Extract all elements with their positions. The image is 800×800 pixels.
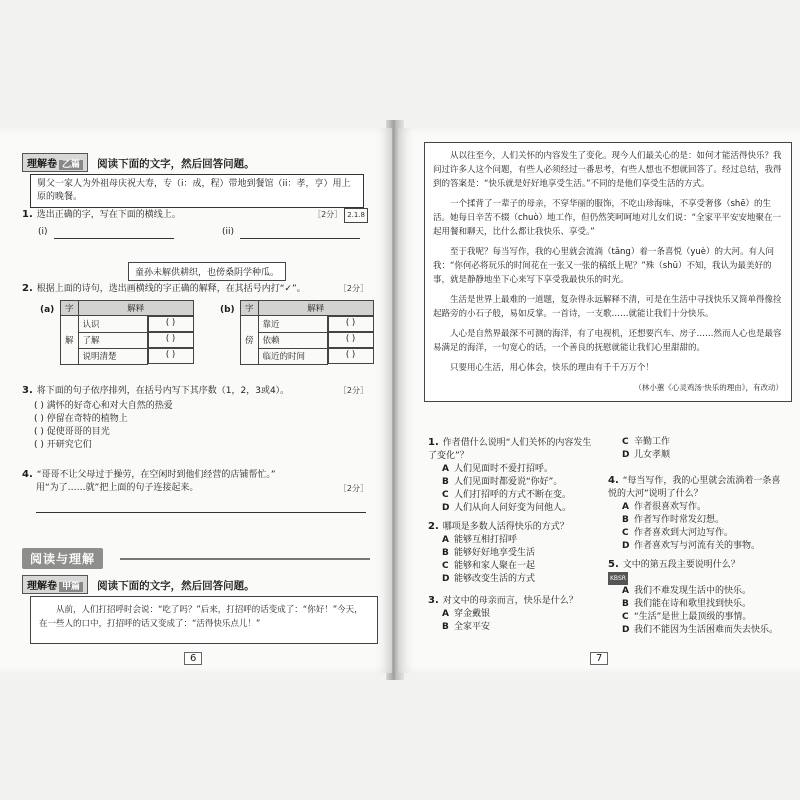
question-5: 5. 文中的第五段主要说明什么？ KBSR A 我们不难发现生活中的快乐。 B 我们能在诗和歌里找到快乐。 C “生活”是世上最顶级的事情。 D 我们不能因为生活困难而失去快乐。: [608, 558, 788, 637]
paragraph: 至于我呢？每当写作，我的心里就会流淌（tǎng）着一条喜悦（yuè）的大河。有人问我：“你何必将玩乐的时间花在一张又一张的稿纸上呢？”殊（shū）不知，我认为最美好的事，就是静静地坐下心来写下享受我最快乐的时光。: [433, 247, 774, 285]
answer-paren[interactable]: ( ): [328, 348, 374, 364]
paragraph: 从以往至今，人们关怀的内容发生了变化。现今人们最关心的是：如何才能活得快乐？我问过许多人这个问题，有些人必须经过一番思考，有些人想也不想就回答了。经过总结，我得到的答案是：“快乐就是好好地享受生活。”不同的是他们享受生活的方式。: [433, 151, 782, 189]
definition-table-b: 字 解释 傍 靠近 ( ) 依赖 ( ) 临近的时间 ( ): [240, 300, 374, 365]
option[interactable]: D 人们从向人问好变为问他人。: [442, 503, 572, 513]
intro-box: 舅父一家人为外祖母庆祝大寿，专（i：成，程）带地到餐馆（ii：孝，亨）用上原的晚餐。: [30, 174, 364, 208]
order-item[interactable]: ( ) 促使哥哥的目光: [34, 427, 110, 437]
option[interactable]: C 人们打招呼的方式不断在变。: [442, 490, 572, 500]
option[interactable]: D 作者喜欢写与河流有关的事物。: [622, 541, 761, 551]
option[interactable]: A 作者很喜欢写作。: [622, 502, 707, 512]
option[interactable]: B 我们能在诗和歌里找到快乐。: [622, 599, 752, 609]
instruction-text: 阅读下面的文字，然后回答问题。: [97, 158, 255, 170]
answer-paren[interactable]: ( ): [328, 316, 374, 332]
answer-paren[interactable]: ( ): [148, 316, 194, 332]
option[interactable]: A 能够互相打招呼: [442, 535, 518, 545]
option[interactable]: B 能够好好地享受生活: [442, 548, 536, 558]
option[interactable]: B 人们见面时都爱说“你好”。: [442, 477, 563, 487]
section-header-yi: [22, 152, 255, 172]
page-number: 7: [590, 652, 608, 665]
paragraph: 一个揉背了一辈子的母亲，不穿华丽的服饰，不吃山珍海味，不享受奢侈（shē）的生活。她每日辛苦不辍（chuò）地工作，但仍然笑呵呵地对儿女们说：“全家平平安安地聚在一起用餐和聊天，比什么都让我快乐、享受。”: [433, 199, 782, 237]
paragraph: 只要用心生活，用心体会，快乐的理由有千千万万个！: [450, 363, 655, 373]
option[interactable]: C 能够和家人聚在一起: [442, 561, 536, 571]
question-4: 4. “哥哥不让父母过于操劳，在空闲时到他们经营的店铺帮忙。” 用“为了……就”把上面的句子连接起来。 ［2分］: [22, 469, 368, 493]
option[interactable]: C “生活”是世上最顶级的事情。: [622, 612, 752, 622]
section-title: 阅读与理解: [22, 548, 103, 569]
definition-table-a: 字 解释 解 认识 ( ) 了解 ( ) 说明清楚 ( ): [60, 300, 194, 365]
answer-line-ii[interactable]: (ii): [222, 226, 360, 239]
page-number: 6: [184, 652, 202, 665]
paragraph: 生活是世界上最难的一道题，复杂得永远解释不清，可是在生活中寻找快乐又简单得像捡起路旁的小石子般，易如反掌。一首诗，一支歌……就能让我们十分快乐。: [433, 295, 782, 319]
answer-paren[interactable]: ( ): [148, 332, 194, 348]
option[interactable]: B 作者写作时常发幻想。: [622, 515, 725, 525]
option[interactable]: A 穿金戴银: [442, 609, 491, 619]
right-page: [398, 128, 800, 673]
paragraph: 人心是自然界最深不可测的海洋，有了电视机，还想要汽车、房子……然而人心也是最容易满足的海洋，一句宽心的话，一个善良的抚慰就能让我们心里甜甜的。: [433, 329, 782, 353]
order-item[interactable]: ( ) 开研究它们: [34, 440, 92, 450]
option[interactable]: C 辛勤工作: [622, 437, 671, 447]
answer-line-q4[interactable]: [36, 512, 366, 513]
answer-paren[interactable]: ( ): [148, 348, 194, 364]
question-3: 3. 将下面的句子依序排列，在括号内写下其序数（1，2，3或4）。 ［2分］: [22, 385, 368, 396]
answer-line-i[interactable]: (i): [38, 226, 174, 239]
poem-box: 童孙未解供耕织，也傍桑阴学种瓜。: [128, 262, 286, 281]
answer-paren[interactable]: ( ): [328, 332, 374, 348]
kbsr-badge: KBSR: [608, 572, 628, 585]
section-tag: 理解卷 乙篇: [22, 153, 88, 172]
section-rule: [120, 558, 370, 560]
option[interactable]: D 我们不能因为生活困难而失去快乐。: [622, 625, 779, 635]
instruction-text: 阅读下面的文字，然后回答问题。: [97, 580, 255, 592]
option[interactable]: A 人们见面时不爱打招呼。: [442, 464, 554, 474]
option[interactable]: C 作者喜欢到大河边写作。: [622, 528, 734, 538]
section-header-jia: [22, 574, 255, 594]
option[interactable]: B 全家平安: [442, 622, 491, 632]
source-citation: （林小蕙《心灵鸡汤·快乐的理由》，有改动）: [634, 383, 783, 392]
order-list: [34, 400, 173, 452]
option[interactable]: D 能够改变生活的方式: [442, 574, 536, 584]
passage-continued: [424, 142, 792, 402]
section-tag: 理解卷 甲篇: [22, 575, 88, 594]
order-item[interactable]: ( ) 满怀的好奇心和对大自然的热爱: [34, 401, 173, 411]
question-2: 2. 根据上面的诗句，选出画横线的字正确的解释，在其括号内打“✓”。 ［2分］: [22, 283, 368, 294]
passage-start: 从前，人们打招呼时会说：“吃了吗？”后来，打招呼的话变成了：“你好！”今天，在一些人的口中，打招呼的话又变成了：“活得快乐点儿！”: [30, 596, 378, 644]
option[interactable]: D 儿女孝顺: [622, 450, 671, 460]
order-item[interactable]: ( ) 停留在奇特的植物上: [34, 414, 128, 424]
left-page: [0, 128, 392, 673]
question-2: 2. 哪项是多数人活得快乐的方式？ A 能够互相打招呼 B 能够好好地享受生活 C 能够和家人聚在一起 D 能够改变生活的方式: [428, 520, 598, 586]
question-1: 1. 选出正确的字，写在下面的横线上。 ［2分］ 2.1.8: [22, 208, 368, 223]
option[interactable]: A 我们不难发现生活中的快乐。: [622, 586, 752, 596]
question-1: 1. 作者借什么说明“人们关怀的内容发生了变化”？ A 人们见面时不爱打招呼。 B 人们见面时都爱说“你好”。 C 人们打招呼的方式不断在变。 D 人们从向人问好变为问他人。: [428, 436, 598, 515]
question-3: 3. 对文中的母亲而言，快乐是什么？ A 穿金戴银 B 全家平安: [428, 594, 598, 634]
question-4: 4. “每当写作，我的心里就会流淌着一条喜悦的大河”说明了什么？ A 作者很喜欢写作。 B 作者写作时常发幻想。 C 作者喜欢到大河边写作。 D 作者喜欢写与河流有关的事物。: [608, 474, 788, 553]
question-3-continued: [608, 436, 788, 462]
label-a: (a): [40, 305, 55, 315]
label-b: (b): [220, 305, 235, 315]
